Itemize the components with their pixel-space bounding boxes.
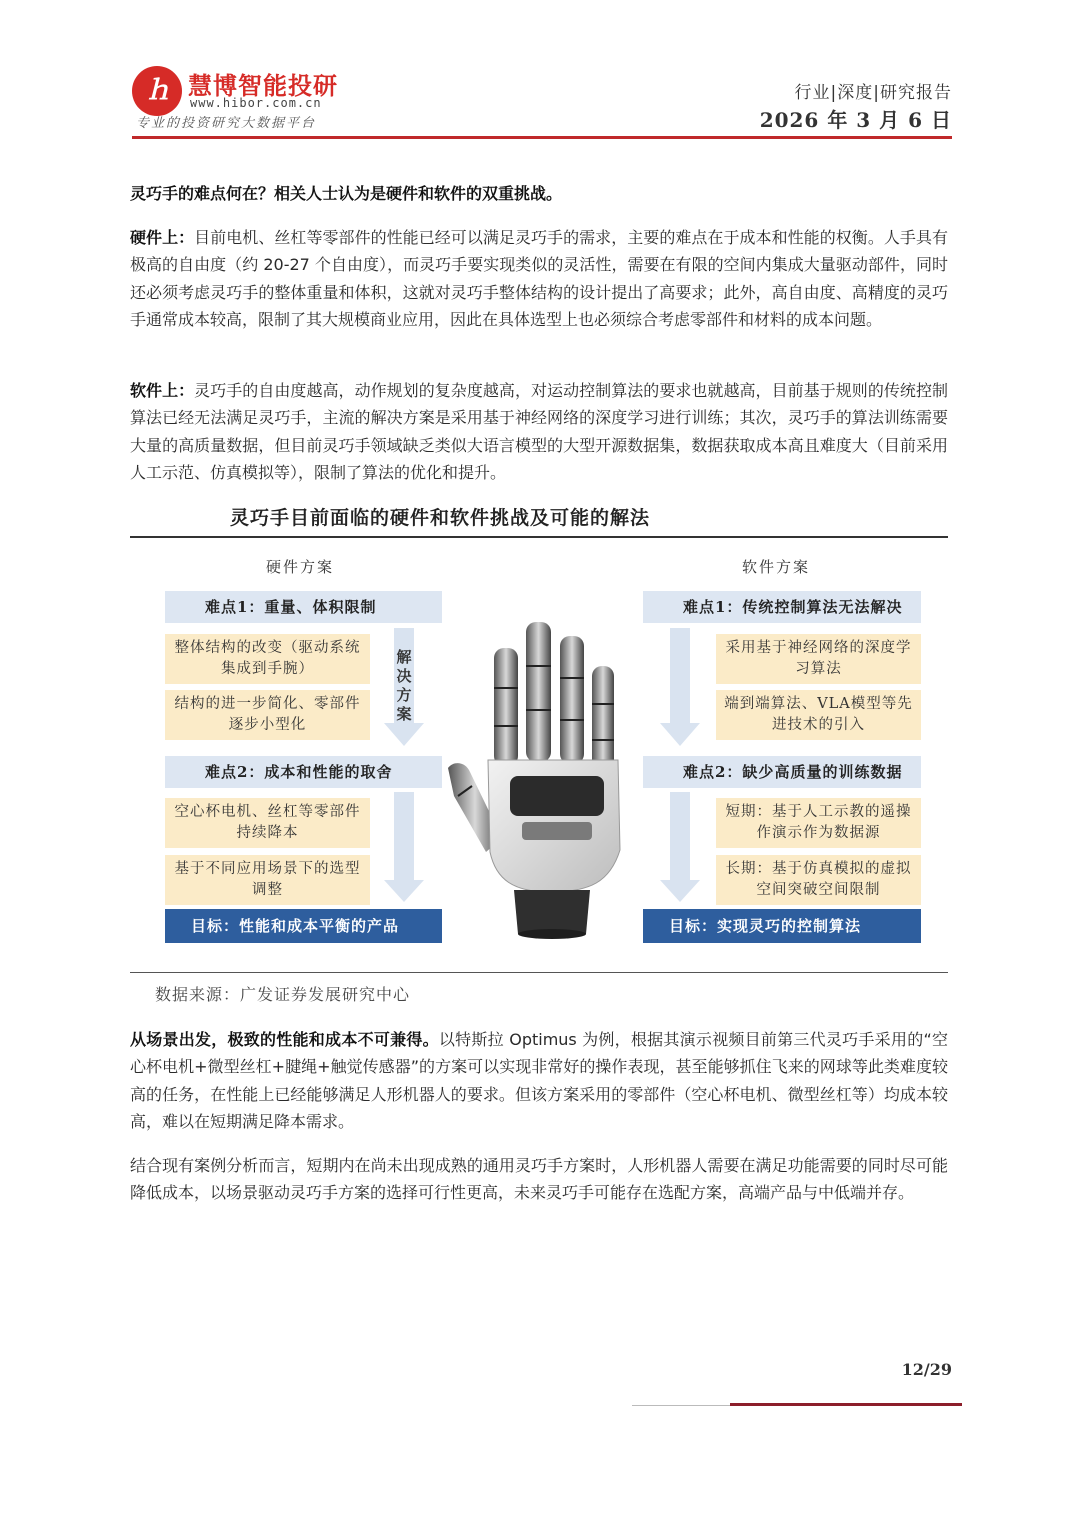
software-solution-2a: 短期：基于人工示教的遥操作演示作为数据源 xyxy=(716,798,921,848)
hardware-solution-2b: 基于不同应用场景下的选型调整 xyxy=(165,855,370,905)
software-difficulty-1: 难点1：传统控制算法无法解决 xyxy=(643,591,921,623)
software-down-arrow-1 xyxy=(660,628,700,748)
page-header xyxy=(132,62,952,136)
logo-slogan: 专业的投资研究大数据平台 xyxy=(136,116,317,131)
software-down-arrow-2 xyxy=(660,792,700,904)
page-number: 12/29 xyxy=(901,1360,952,1379)
software-solution-2b: 长期：基于仿真模拟的虚拟空间突破空间限制 xyxy=(716,855,921,905)
hardware-text: 目前电机、丝杠等零部件的性能已经可以满足灵巧手的需求，主要的难点在于成本和性能的权衡。人手具有极高的自由度（约 20-27 个自由度），而灵巧手要实现类似的灵活性，需要在有限的空间内集成大量驱动部件，同时还必须考虑灵巧手的整体重量和体积，这就对灵巧手整体结构的设计提出了高要求；此外，高自由度、高精度的灵巧手通常成本较高，限制了其大规模商业应用，因此在具体选型上也必须综合考虑零部件和材料的成本问题。 xyxy=(130,228,948,330)
report-type: 行业|深度|研究报告 xyxy=(794,83,952,103)
hardware-down-arrow-2 xyxy=(384,792,424,904)
robot-hand-image xyxy=(440,600,640,940)
solution-vertical-label: 解 决 方 案 xyxy=(396,648,412,723)
logo-url[interactable]: www.hibor.com.cn xyxy=(190,96,322,110)
scenario-lead: 从场景出发，极致的性能和成本不可兼得。 xyxy=(130,1030,439,1049)
hardware-heading: 硬件方案 xyxy=(266,558,335,576)
hardware-lead: 硬件上： xyxy=(130,228,195,247)
hardware-solution-1b: 结构的进一步简化、零部件逐步小型化 xyxy=(165,690,370,740)
hardware-paragraph xyxy=(130,224,948,334)
software-heading: 软件方案 xyxy=(742,558,811,576)
software-lead: 软件上： xyxy=(130,381,195,400)
footer-rule-grey xyxy=(632,1405,732,1406)
software-solution-1b: 端到端算法、VLA模型等先进技术的引入 xyxy=(716,690,921,740)
software-difficulty-2: 难点2：缺少高质量的训练数据 xyxy=(643,756,921,788)
software-solution-1a: 采用基于神经网络的深度学习算法 xyxy=(716,634,921,684)
hardware-difficulty-2: 难点2：成本和性能的取舍 xyxy=(165,756,442,788)
report-date: 2026 年 3 月 6 日 xyxy=(759,108,952,132)
conclusion-paragraph xyxy=(130,1152,948,1207)
question-text: 灵巧手的难点何在？相关人士认为是硬件和软件的双重挑战。 xyxy=(130,184,563,203)
hardware-goal: 目标：性能和成本平衡的产品 xyxy=(165,909,442,943)
question-paragraph xyxy=(130,180,948,207)
software-goal: 目标：实现灵巧的控制算法 xyxy=(643,909,921,943)
conclusion-text: 结合现有案例分析而言，短期内在尚未出现成熟的通用灵巧手方案时，人形机器人需要在满足功能需要的同时尽可能降低成本，以场景驱动灵巧手方案的选择可行性更高，未来灵巧手可能存在选配方案，高端产品与中低端并存。 xyxy=(130,1156,948,1203)
figure-title: 灵巧手目前面临的硬件和软件挑战及可能的解法 xyxy=(230,507,651,529)
header-divider xyxy=(132,136,952,139)
figure-source: 数据来源：广发证券发展研究中心 xyxy=(155,985,411,1004)
scenario-text: 以特斯拉 Optimus 为例，根据其演示视频目前第三代灵巧手采用的“空心杯电机+微型丝杠+腱绳+触觉传感器”的方案可以实现非常好的操作表现，甚至能够抓住飞来的网球等此类难度较高的任务，在性能上已经能够满足人形机器人的要求。但该方案采用的零部件（空心杯电机、微型丝杠等）均成本较高，难以在短期满足降本需求。 xyxy=(130,1030,948,1132)
software-text: 灵巧手的自由度越高，动作规划的复杂度越高，对运动控制算法的要求也就越高，目前基于规则的传统控制算法已经无法满足灵巧手，主流的解决方案是采用基于神经网络的深度学习进行训练；其次，灵巧手的算法训练需要大量的高质量数据，但目前灵巧手领域缺乏类似大语言模型的大型开源数据集，数据获取成本高且难度大（目前采用人工示范、仿真模拟等），限制了算法的优化和提升。 xyxy=(130,381,948,483)
hardware-solution-1a: 整体结构的改变（驱动系统集成到手腕） xyxy=(165,634,370,684)
hibor-logo-icon: ｈ xyxy=(132,66,182,116)
software-paragraph xyxy=(130,377,948,487)
hardware-difficulty-1: 难点1：重量、体积限制 xyxy=(165,591,442,623)
hardware-solution-2a: 空心杯电机、丝杠等零部件持续降本 xyxy=(165,798,370,848)
scenario-paragraph xyxy=(130,1026,948,1136)
figure-top-rule xyxy=(130,536,948,538)
footer-rule-red xyxy=(730,1403,962,1406)
logo-name: 慧博智能投研 xyxy=(188,72,338,100)
figure-bottom-rule xyxy=(130,972,948,973)
